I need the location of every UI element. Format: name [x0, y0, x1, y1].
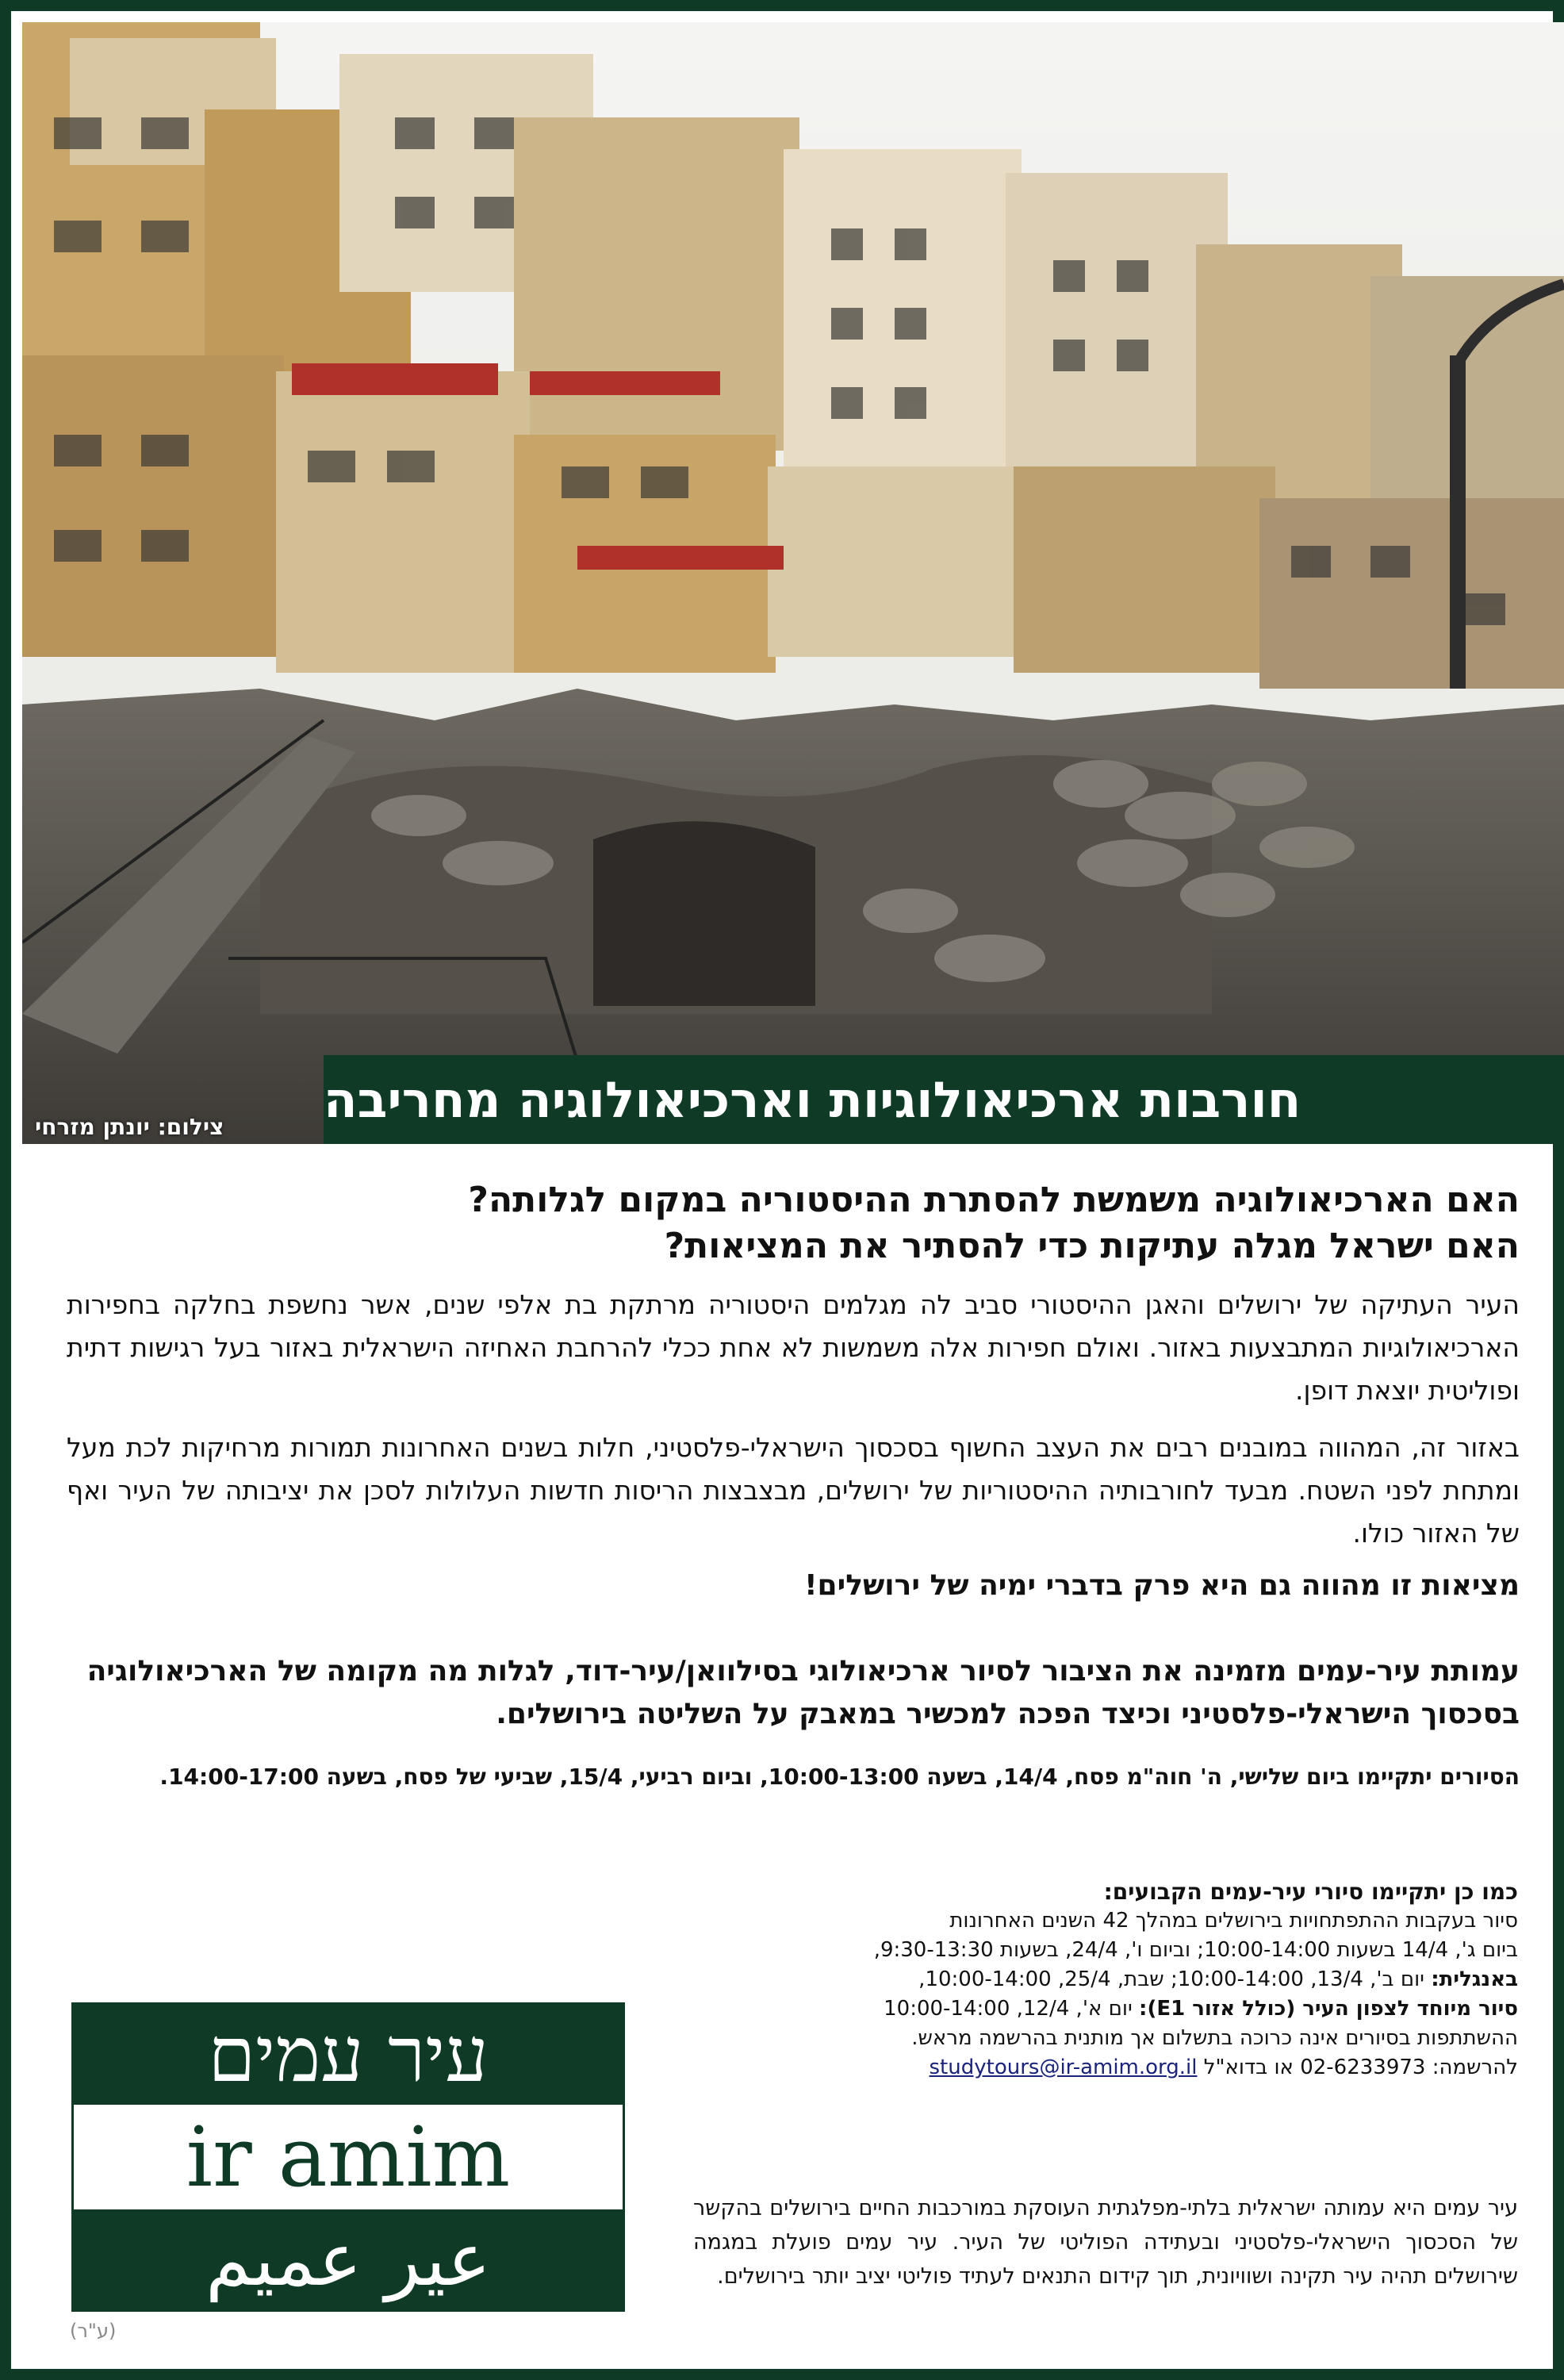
tours-north [693, 1994, 1518, 2024]
registration-label: להרשמה: 02-6233973 או בדוא"ל [1197, 2056, 1518, 2079]
ir-amim-logo [71, 2002, 625, 2312]
tour-dates: הסיורים יתקיימו ביום שלישי, ה' חוה"מ פסח, 14/4, בשעה 10:00-13:00, וביום רביעי, 15/4, שביעי של פסח, בשעה 14:00-17:00. [159, 1764, 1520, 1790]
north-text: יום א', 12/4, 10:00-14:00 [884, 1997, 1140, 2021]
north-label: סיור מיוחד לצפון העיר (כולל אזור E1): [1139, 1997, 1518, 2021]
regular-tours [693, 1877, 1518, 2082]
page-title: חורבות ארכיאולוגיות וארכיאולוגיה מחריבה [324, 1070, 1301, 1129]
question-2: האם ישראל מגלה עתיקות כדי להסתיר את המציאות? [664, 1226, 1520, 1266]
hero-photo [22, 22, 1564, 1144]
tours-heading: כמו כן יתקיימו סיורי עיר-עמים הקבועים: [1103, 1879, 1518, 1905]
ad-tag: (ע"ר) [70, 2320, 117, 2342]
question-1: האם הארכיאולוגיה משמשת להסתרת ההיסטוריה במקום לגלותה? [468, 1180, 1520, 1220]
logo-arabic: عير عميم [74, 2209, 623, 2309]
invitation: עמותת עיר-עמים מזמינה את הציבור לסיור ארכיאולוגי בסילוואן/עיר-דוד, לגלות מה מקומה של הארכיאולוגיה בסכסוך הישראלי-פלסטיני וכיצד הפכה למכשיר במאבק על השליטה בירושלים. [86, 1655, 1520, 1730]
emphasis-line: מציאות זו מהווה גם היא פרק בדברי ימיה של ירושלים! [804, 1569, 1520, 1602]
english-label: באנגלית: [1431, 1967, 1518, 1991]
about-text: עיר עמים היא עמותה ישראלית בלתי-מפלגתית העוסקת במורכבות החיים בירושלים בהקשר של הסכסוך הישראלי-פלסטיני ובעתידה הפוליטי של העיר. עיר עמים פועלת במגמה שירושלים תהיה עיר תקינה ושוויונית, תוך קידום התנאים לעתיד פוליטי יציב יותר בירושלים. [693, 2196, 1518, 2289]
logo-hebrew: עיר עמים [74, 2005, 623, 2105]
paragraph-2: באזור זה, המהווה במובנים רבים את העצב החשוף בסכסוך הישראלי-פלסטיני, חלות בשנים האחרונות תמורות מרחיקות לכת מעל ומתחת לפני השטח. מבעד לחורבותיה ההיסטוריות של ירושלים, מבצבצות הריסות חדשות העלולות לסכן את יציבותה של העיר ואף של האזור כולו. [67, 1432, 1520, 1549]
headline-banner [324, 1055, 1564, 1144]
logo-latin: ir amim [186, 2109, 511, 2205]
paragraph-1: העיר העתיקה של ירושלים והאגן ההיסטורי סביב לה מגלמים היסטוריה מרתקת בת אלפי שנים, אשר נחשפת בחלקה בחפירות הארכיאולוגיות המתבצעות באזור. ואולם חפירות אלה משמשות לא אחת ככלי להרחבת האחיזה הישראלית באזור בעל רגישות דתית ופוליטית יוצאת דופן. [67, 1289, 1520, 1406]
photo-credit: צילום: יונתן מזרחי [35, 1114, 224, 1140]
tours-line-1: סיור בעקבות ההתפתחויות בירושלים במהלך 42 השנים האחרונות [949, 1909, 1518, 1933]
email-link[interactable]: studytours@ir-amim.org.il [929, 2056, 1198, 2079]
tours-line-2: ביום ג', 14/4 בשעות 10:00-14:00; וביום ו', 24/4, בשעות 9:30-13:30, [873, 1938, 1518, 1962]
hillside-photo [22, 22, 1564, 1144]
tours-english [693, 1965, 1518, 1994]
tours-line-5: ההשתתפות בסיורים אינה כרוכה בתשלום אך מותנית בהרשמה מראש. [911, 2026, 1518, 2050]
registration-line [693, 2053, 1518, 2082]
article-body [67, 1177, 1520, 1795]
english-text: יום ב', 13/4, 10:00-14:00; שבת, 25/4, 10:00-14:00, [918, 1967, 1432, 1991]
